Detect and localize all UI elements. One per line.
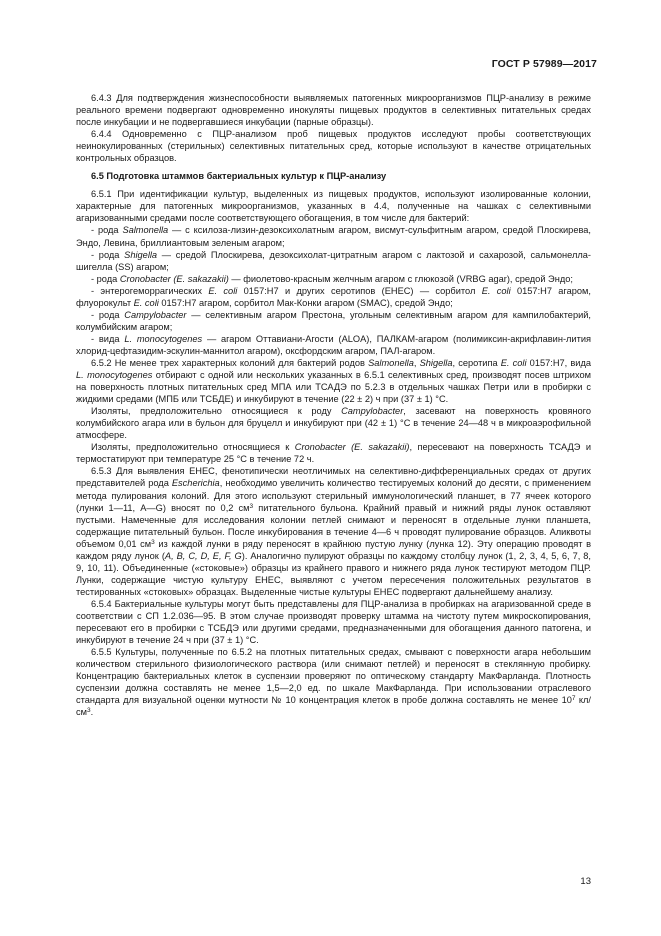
list-item-cronobacter [76, 273, 591, 285]
row-letters: А, В, С, D, E, F, G [164, 550, 242, 561]
species-name: E. coli [500, 357, 527, 368]
text-run: — с ксилоза-лизин-дезоксихолатным агаром, висмут-сульфитным агаром, средой Плоскирева, Эндо, Левина, бриллиантовым зеленым агаром; [76, 225, 591, 248]
text-run: 6.5.3 Для выявления ЕНЕС, фенотипически неотличимых на селективно-дифференциальных средах от других представителей рода [76, 466, 591, 489]
species-name: Campylobacter [124, 309, 187, 320]
text-run: - рода [91, 225, 123, 236]
section-title-6-5: 6.5 Подготовка штаммов бактериальных культур к ПЦР-анализу [91, 171, 387, 182]
species-name: Cronobacter (E. sakazakii) [119, 273, 229, 284]
species-name: E. coli [481, 285, 511, 296]
text-run: питательного бульона. Крайний правый и нижний ряды лунок оставляют пустыми. Намеченные для исследования колонии петлей снимают и переносят в отдельные лунки планшета, содержащие питательный бульон. После инкубирования в течение 4—6 ч проводят пулирование образцов. Аликвоты объемом 0,01 см [76, 502, 591, 549]
text-run: - энтерогеморрагических [91, 285, 209, 296]
text-run: 0157:Н7 и других серотипов (ЕНЕС) — сорбитол [237, 285, 482, 296]
text-run: кл/см [76, 695, 591, 718]
text-run: отбирают с одной или нескольких указанных в 6.5.1 селективных сред, производят посев штрихом на поверхность плотных питательных сред МПА или ТСАДЭ по 5.2.3 в отдельных чашках Петри или в пробирки с жидкими средами (МПБ или ТСБДЕ) и инкубируют в течение (22 ± 2) ч при (37 ± 1) °С. [76, 370, 591, 405]
text-run: , [413, 357, 420, 368]
paragraph-6-4-4: 6.4.4 Одновременно с ПЦР-анализом проб пищевых продуктов исследуют пробы соответствующих неинокулированных (стерильных) селективных питательных сред, которые используют в качестве отрицательных контрольных образцов. [76, 129, 591, 164]
list-item-salmonella [76, 224, 591, 248]
standard-header: ГОСТ Р 57989—2017 [491, 58, 597, 70]
superscript: 7 [571, 695, 576, 703]
text-run: - рода [91, 309, 125, 320]
page-number: 13 [580, 876, 591, 887]
document-body [76, 92, 591, 718]
list-item-campylobacter [76, 309, 591, 333]
paragraph-6-5-5 [76, 646, 591, 718]
text-run: 6.5.2 Не менее трех характерных колоний для бактерий родов [91, 357, 369, 368]
species-name: L. monocytogenes [76, 370, 153, 381]
text-run: 6.5.5 Культуры, полученные по 6.5.2 на плотных питательных средах, смывают с поверхности агара небольшим количеством стерильного физиологического раствора (или снимают петлей) и переносят в стеклянную пробирку. Концентрацию бактериальных клеток в суспензии проверяют по оптическому стандарту МакФарланда. Плотность суспензии должна составлять не менее 1,5—2,0 ед. по шкале МакФарланда. При использовании отраслевого стандарта для визуальной оценки мутности № 10 концентрация клеток в пробе должна составлять не менее 10 [76, 647, 591, 706]
list-item-shigella [76, 249, 591, 273]
text-run: , засевают на поверхность кровяного колумбийского агара или в бульон для бруцелл и инкубируют при (42 ± 1) °С в течение 24—48 ч в микроаэрофильной атмосфере. [76, 406, 591, 441]
paragraph-isolates-cronobacter [76, 441, 591, 465]
superscript: 3 [249, 502, 254, 510]
list-item-ehec [76, 285, 591, 309]
paragraph-6-5-2 [76, 357, 591, 405]
species-name: L. monocytogenes [124, 333, 203, 344]
text-run: из каждой лунки в ряду переносят в крайнюю пустую лунку (лунка 12). Эту операцию проводят в каждом ряду лунок ( [76, 538, 591, 561]
text-run: 0157:Н7, вида [526, 357, 591, 368]
text-run: Изоляты, предположительно относящиеся к [91, 442, 295, 453]
list-item-listeria [76, 333, 591, 357]
species-name: Campylobacter [341, 406, 404, 417]
text-run: 0157:Н7 агаром, сорбитол Мак-Конки агаром (SMAC), средой Эндо; [158, 297, 453, 308]
text-run: . [90, 707, 94, 718]
paragraph-6-5-4: 6.5.4 Бактериальные культуры могут быть представлены для ПЦР-анализа в пробирках на агаризованной среде в соответствии с СП 1.2.036—95. В этом случае производят проверку штамма на чистоту путем микроскопирования, пересевают его в пробирки с ТСБДЭ или другими средами, предназначенными для обогащения данного патогена, и инкубируют в течение 24 ч при (37 ± 1) °С. [76, 598, 591, 646]
species-name: E. coli [208, 285, 238, 296]
species-name: E. coli [133, 297, 159, 308]
paragraph-isolates-campylobacter [76, 405, 591, 441]
paragraph-6-5-3 [76, 465, 591, 598]
text-run: — фиолетово-красным желчным агаром с глюкозой (VRBG agar), средой Эндо; [228, 273, 573, 284]
text-run: , пересевают на поверхность ТСАДЭ и термостатируют при температуре 25 °С в течение 72 ч. [76, 442, 591, 465]
species-name: Salmonella [368, 357, 414, 368]
species-name: Escherichia [171, 478, 220, 489]
text-run: , необходимо увеличить количество тестируемых колоний до десяти, с применением метода пулирования колоний. Для этого используют стерильный иммунологический планшет, в 77 ячеек которого (лунки 1—11, А—G) вносят по 0,2 см [76, 478, 591, 513]
text-run: - рода [91, 249, 125, 260]
species-name: Cronobacter (E. sakazakii) [294, 442, 410, 453]
text-run: , серотипа [452, 357, 501, 368]
species-name: Shigella [124, 249, 158, 260]
text-run: — селективным агаром Престона, угольным селективным агаром для кампилобактерий, колумбийским агаром; [76, 309, 591, 332]
species-name: Shigella [419, 357, 453, 368]
superscript: 3 [86, 707, 91, 715]
text-run: ). Аналогично пулируют образцы по каждому столбцу лунок (1, 2, 3, 4, 5, 6, 7, 8, 9, 10, 11). Объединенные («стоковые») образцы из крайнего правого и нижнего ряда лунок тестируют методом ПЦР. Лунки, содержащие чистую культуру ЕНЕС, выявляют с учетом пересечения положительных результатов в тестированных «стоковых» образцах. Выделенные чистые культуры ЕНЕС подвергают дальнейшему анализу. [76, 550, 591, 597]
species-name: Salmonella [122, 225, 169, 236]
text-run: 0157:Н7 агаром, флуорокульт [76, 285, 591, 308]
text-run: Изоляты, предположительно относящиеся к роду [91, 406, 342, 417]
text-run: — средой Плоскирева, дезоксихолат-цитратным агаром с лактозой и сахарозой, сальмонелла-шигелла (SS) агаром; [76, 249, 591, 272]
paragraph-6-5-1: 6.5.1 При идентификации культур, выделенных из пищевых продуктов, используют изолированные колонии, характерные для патогенных микроорганизмов, указанных в 4.4, полученные на чашках с селективными агаризованными средами после соответствующего обогащения, в том числе для бактерий: [76, 189, 591, 224]
paragraph-6-4-3: 6.4.3 Для подтверждения жизнеспособности выявляемых патогенных микроорганизмов ПЦР-анализу в режиме реального времени подвергают одновременно инокуляты пищевых продуктов в селективных питательных средах после инкубации и не подвергавшиеся инкубации (парные образцы). [76, 93, 591, 128]
text-run: - рода [91, 273, 120, 284]
text-run: - вида [91, 333, 125, 344]
superscript: 3 [151, 538, 155, 546]
text-run: — агаром Оттавиани-Агости (ALOA), ПАЛКАМ-агаром (полимиксин-акрифлавин-лития хлорид-цефтазидим-эскулин-маннитол агаром), оксфордским агаром, ПАЛ-агаром. [76, 333, 592, 356]
